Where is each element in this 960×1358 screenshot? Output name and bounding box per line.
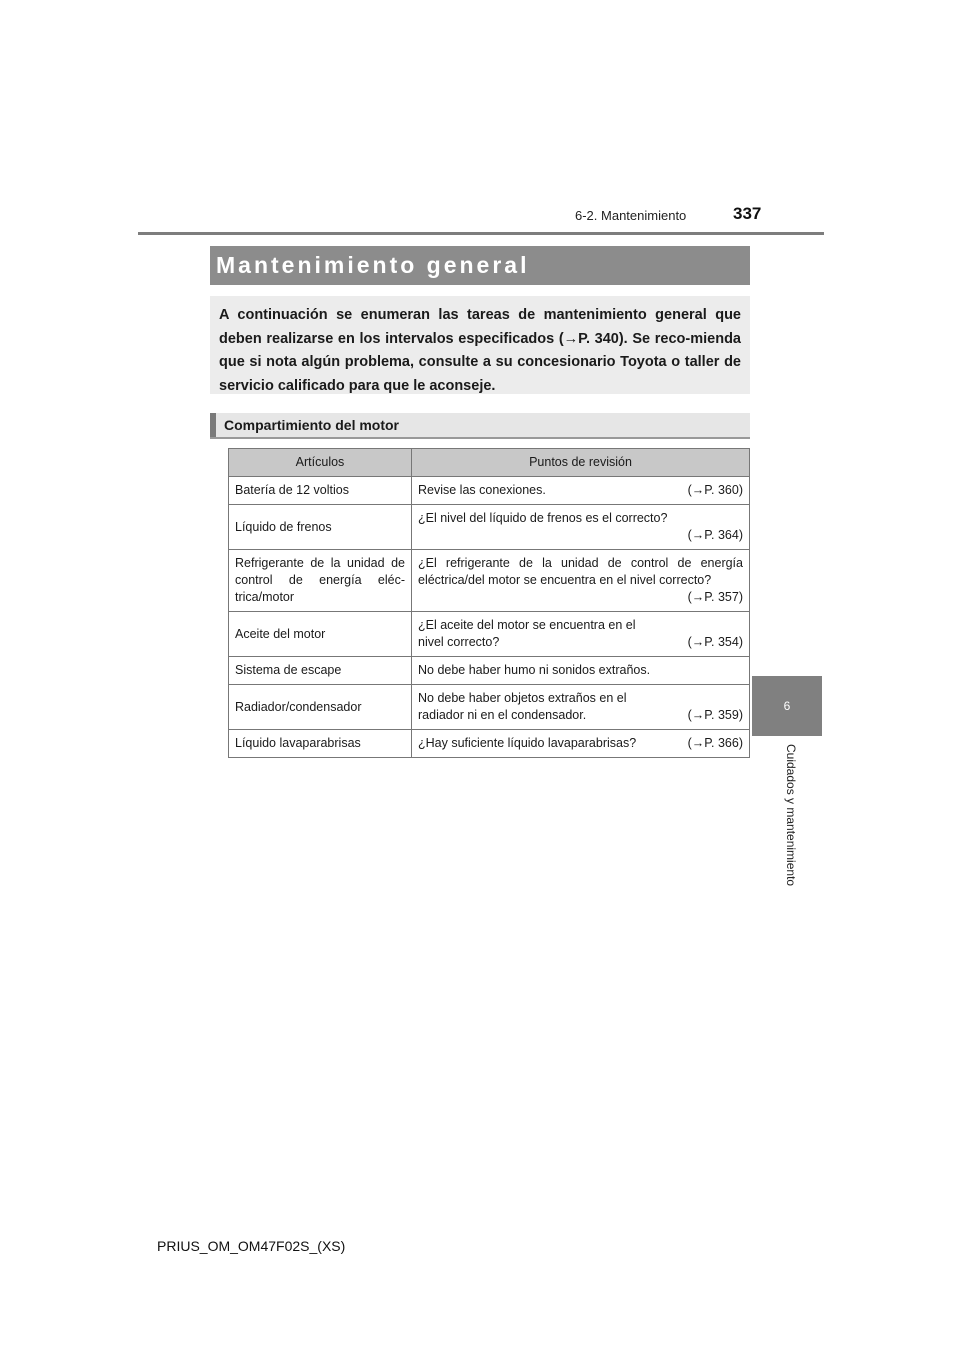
page-reference: (→P. 360) [687, 483, 743, 497]
page-number: 337 [733, 204, 762, 223]
check-text: No debe haber humo ni sonidos extraños. [418, 663, 651, 677]
check-text: ¿Hay suficiente líquido lavaparabrisas? [418, 736, 637, 750]
table-row [229, 612, 750, 657]
header-rule [138, 232, 824, 235]
table-cell-item: Sistema de escape [229, 657, 412, 685]
table-row [229, 477, 750, 505]
table-row [229, 505, 750, 550]
page-reference: (→P. 364) [687, 528, 743, 542]
footer-document-code: PRIUS_OM_OM47F02S_(XS) [157, 1238, 346, 1254]
page-title: Mantenimiento general [216, 252, 530, 278]
chapter-tab-label: Cuidados y mantenimiento [784, 744, 798, 887]
table-cell-check [412, 657, 750, 685]
page-reference: (→P. 366) [687, 736, 743, 750]
check-text: ¿El nivel del líquido de frenos es el correcto? [418, 511, 668, 525]
table-cell-check [412, 730, 750, 758]
table-cell-item: Refrigerante de la unidad de control de energía eléc-trica/motor [229, 550, 412, 612]
table-cell-item: Aceite del motor [229, 612, 412, 657]
table-cell-item: Líquido lavaparabrisas [229, 730, 412, 758]
section-heading: Compartimiento del motor [224, 417, 400, 433]
table-row [229, 685, 750, 730]
check-text: ¿El aceite del motor se encuentra en el nivel correcto? [418, 618, 636, 649]
column-header-items: Artículos [229, 449, 412, 477]
page-reference: (→P. 354) [687, 635, 743, 649]
maintenance-table [228, 448, 750, 758]
table-row [229, 550, 750, 612]
table-cell-check [412, 505, 750, 550]
table-cell-item: Batería de 12 voltios [229, 477, 412, 505]
chapter-tab: 6 [752, 676, 822, 736]
table-row [229, 657, 750, 685]
table-cell-check [412, 685, 750, 730]
section-heading-bar [210, 413, 750, 439]
running-header-section: 6-2. Mantenimiento [575, 208, 687, 223]
table-cell-item: Radiador/condensador [229, 685, 412, 730]
section-heading-accent [210, 413, 216, 437]
table-cell-check [412, 477, 750, 505]
check-text: No debe haber objetos extraños en el radiador ni en el condensador. [418, 691, 627, 722]
check-text: ¿El refrigerante de la unidad de control de energía eléctrica/del motor se encuentra en el nivel correcto? [418, 556, 743, 587]
table-header-row [229, 449, 750, 477]
intro-paragraph: A continuación se enumeran las tareas de mantenimiento general que deben realizarse en los intervalos especificados (→P. 340). Se reco-mienda que si nota algún problema, consulte a su concesionario Toyota o taller de servicio calificado para que le aconseje. [219, 307, 741, 394]
table-cell-check [412, 550, 750, 612]
column-header-checkpoints: Puntos de revisión [412, 449, 750, 477]
page-reference: (→P. 357) [687, 590, 743, 604]
table-row [229, 730, 750, 758]
check-text: Revise las conexiones. [418, 483, 546, 497]
table-cell-item: Líquido de frenos [229, 505, 412, 550]
table-cell-check [412, 612, 750, 657]
page-reference: (→P. 359) [687, 708, 743, 722]
